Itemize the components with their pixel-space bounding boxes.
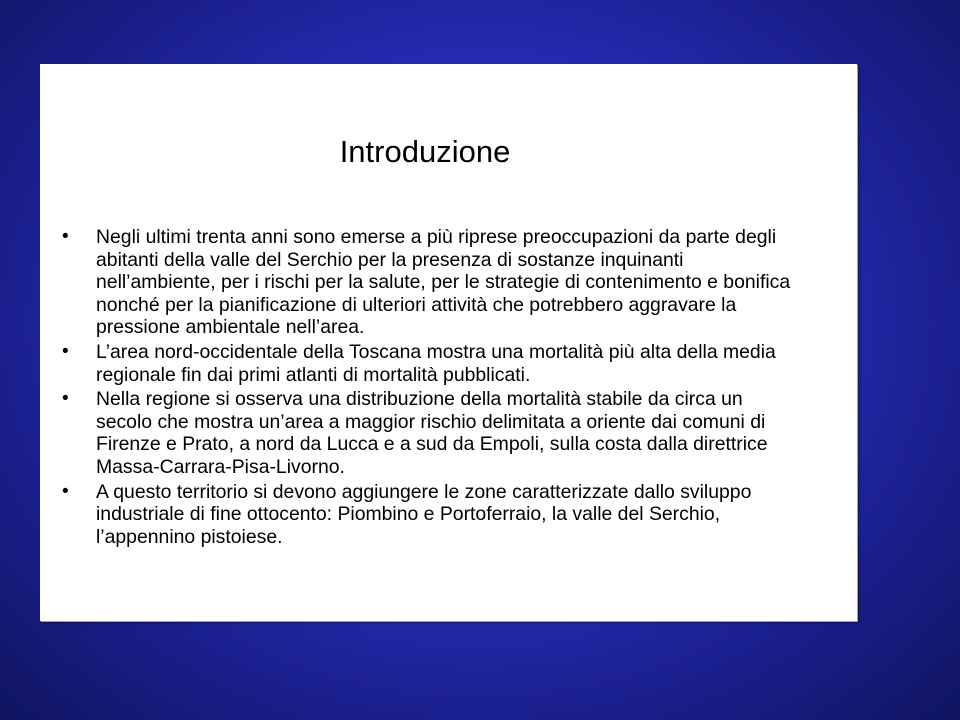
- bullet-text: L’area nord-occidentale della Toscana mostra una mortalità più alta della media regionale fin dai primi atlanti di mortalità pubblicati.: [96, 340, 776, 386]
- bullet-item-2: [62, 341, 797, 386]
- bullet-item-4: [62, 481, 797, 549]
- bullet-marker: •: [62, 480, 69, 502]
- bullet-marker: •: [62, 388, 69, 410]
- bullet-item-3: [62, 388, 797, 478]
- bullet-text: Nella regione si osserva una distribuzione della mortalità stabile da circa un secolo che mostra un’area a maggior rischio delimitata a oriente dai comuni di Firenze e Prato, a nord da Lucca e a sud da Empoli, sulla costa dalla direttrice Massa-Carrara-Pisa-Livorno.: [96, 388, 768, 478]
- bullet-list: [62, 226, 797, 550]
- bullet-item-1: [62, 226, 797, 339]
- bullet-marker: •: [62, 340, 69, 362]
- bullet-text: Negli ultimi trenta anni sono emerse a più riprese preoccupazioni da parte degli abitanti della valle del Serchio per la presenza di sostanze inquinanti nell’ambiente, per i rischi per la salute, per le strategie di contenimento e bonifica nonché per la pianificazione di ulteriori attività che potrebbero aggravare la pressione ambientale nell’area.: [96, 226, 791, 339]
- bullet-text: A questo territorio si devono aggiungere le zone caratterizzate dallo sviluppo industriale di fine ottocento: Piombino e Portoferraio, la valle del Serchio, l’appennino pistoiese.: [96, 480, 752, 548]
- bullet-marker: •: [62, 226, 69, 247]
- slide-title: Introduzione: [339, 134, 511, 169]
